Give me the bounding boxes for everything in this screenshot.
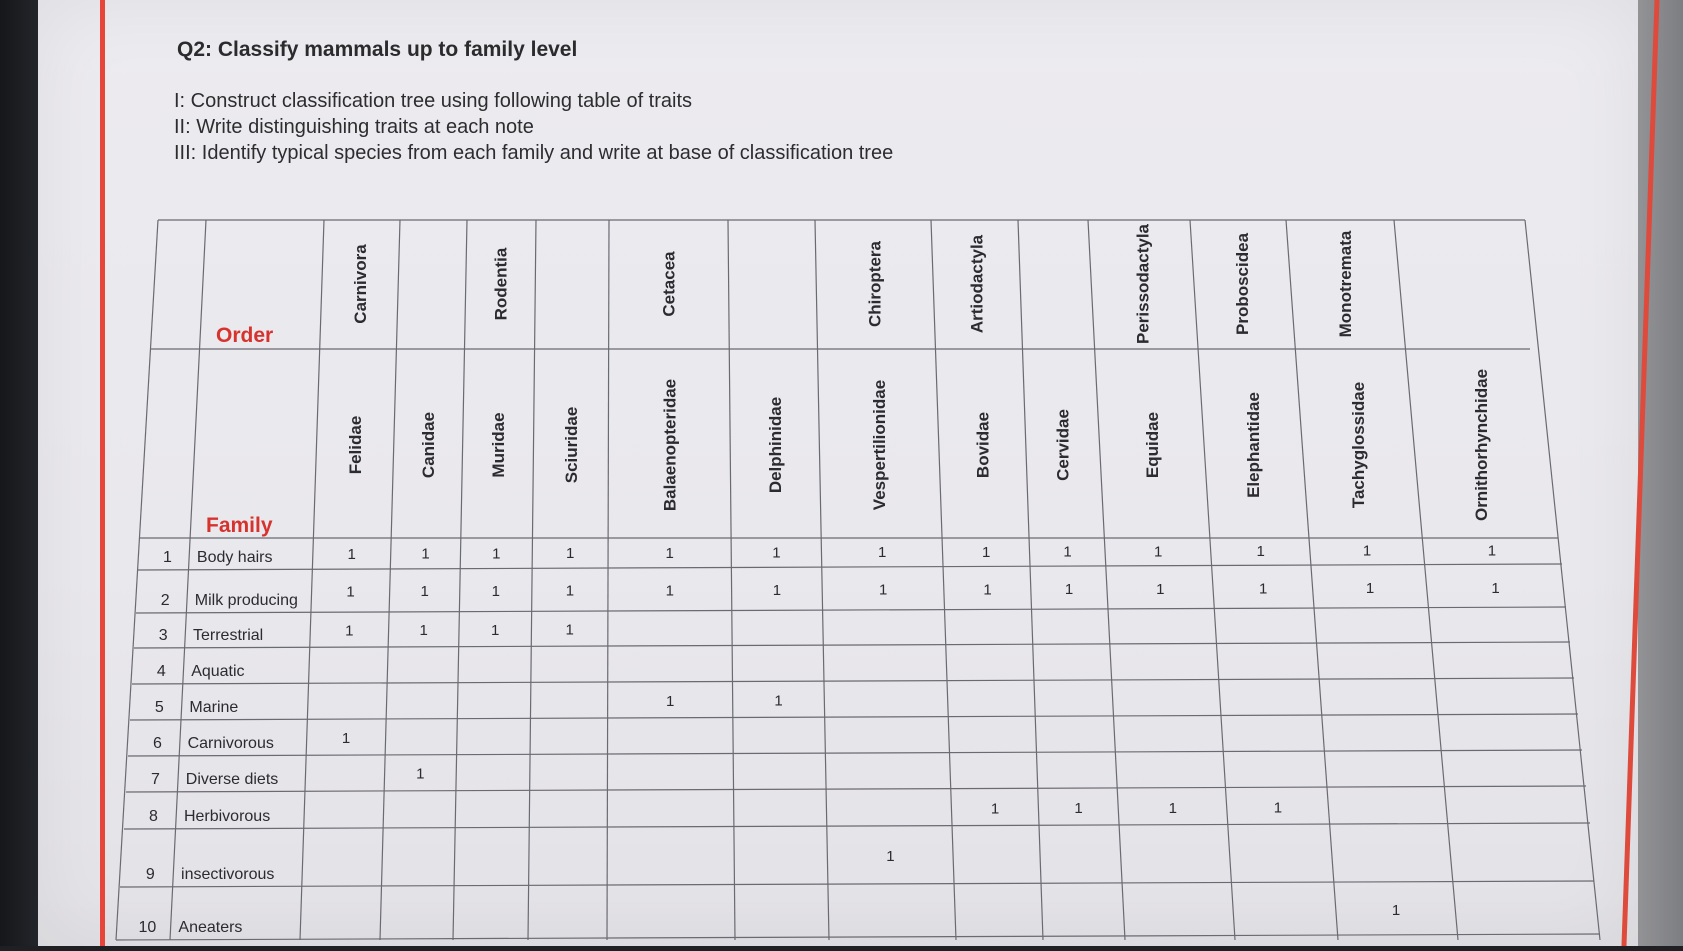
family-label: Felidae (346, 415, 366, 475)
trait-value: 1 (665, 544, 674, 562)
trait-value: 1 (419, 622, 428, 640)
trait-value: 1 (565, 545, 575, 563)
trait-value: 1 (1365, 580, 1375, 598)
row-number: 3 (158, 627, 168, 644)
family-label: Muridae (489, 412, 509, 478)
row-number: 7 (150, 771, 160, 788)
trait-value: 1 (1074, 800, 1083, 818)
table-row (146, 848, 895, 883)
grid-row-line (116, 934, 1600, 940)
trait-value: 1 (1156, 580, 1165, 598)
family-header-label: Family (206, 514, 273, 537)
row-trait-label: insectivorous (181, 866, 275, 883)
grid-row-line (138, 564, 1562, 570)
order-label: Perissodactyla (1133, 223, 1153, 345)
family-label: Equidae (1142, 411, 1162, 479)
trait-value: 1 (1491, 579, 1500, 597)
trait-value: 1 (347, 546, 356, 563)
trait-value: 1 (983, 581, 992, 599)
trait-value: 1 (1168, 799, 1177, 817)
grid-col-line (453, 220, 467, 940)
grid-row-line (120, 881, 1594, 887)
trait-value: 1 (666, 692, 675, 710)
order-label: Chiroptera (865, 241, 885, 327)
trait-value: 1 (878, 581, 888, 599)
row-trait-label: Terrestrial (193, 627, 264, 644)
grid-col-line (1525, 220, 1600, 940)
grid-col-line (931, 220, 956, 940)
row-number: 10 (138, 919, 157, 936)
row-number: 5 (154, 699, 164, 716)
row-trait-label: Carnivorous (187, 735, 274, 752)
table-grid (116, 220, 1600, 940)
row-trait-label: Milk producing (194, 592, 298, 609)
trait-value: 1 (492, 545, 501, 563)
trait-value: 1 (565, 621, 574, 639)
order-label: Rodentia (491, 247, 511, 321)
trait-value: 1 (1362, 542, 1372, 560)
family-label: Elephantidae (1244, 392, 1264, 498)
grid-row-line (130, 714, 1578, 720)
instruction-1: I: Construct classification tree using following table of traits (174, 90, 693, 112)
grid-row-line (124, 823, 1590, 829)
grid-col-line (1391, 220, 1458, 940)
grid-row-line (126, 786, 1586, 792)
trait-value: 1 (886, 848, 895, 866)
family-label: Canidae (419, 411, 439, 479)
row-trait-label: Body hairs (196, 549, 273, 566)
table-row (153, 730, 350, 752)
family-label: Cervidae (1053, 409, 1073, 481)
grid-col-line (728, 220, 735, 940)
trait-value: 1 (491, 582, 500, 600)
trait-value: 1 (421, 545, 430, 563)
row-trait-label: Aneaters (178, 919, 243, 936)
grid-col-line (528, 220, 536, 940)
row-trait-label: Herbivorous (183, 808, 271, 825)
grid-col-line (607, 220, 609, 940)
row-number: 1 (163, 549, 172, 566)
grid-row-line (128, 750, 1582, 756)
question-title: Q2: Classify mammals up to family level (177, 38, 578, 61)
trait-value: 1 (490, 621, 500, 639)
trait-value: 1 (565, 582, 575, 600)
instruction-2: II: Write distinguishing traits at each note (174, 116, 534, 138)
grid-col-line (116, 220, 158, 940)
trait-value: 1 (346, 583, 355, 601)
family-label: Sciuridae (561, 406, 581, 484)
trait-value: 1 (665, 582, 674, 600)
row-trait-label: Marine (189, 699, 239, 716)
table-row (163, 542, 1496, 566)
family-label: Bovidae (973, 411, 993, 479)
row-trait-label: Aquatic (191, 663, 245, 680)
grid-col-line (380, 220, 400, 940)
family-label: Delphinidae (765, 396, 785, 494)
grid-col-line (1286, 220, 1338, 940)
row-number: 2 (160, 592, 170, 609)
trait-value: 1 (772, 544, 781, 562)
trait-value: 1 (420, 583, 429, 601)
order-label: Carnivora (351, 244, 371, 324)
trait-value: 1 (877, 544, 887, 562)
grid-row-line (136, 607, 1566, 613)
trait-value: 1 (982, 543, 991, 561)
family-label: Balaenopteridae (660, 378, 680, 512)
trait-value: 1 (1391, 902, 1401, 920)
row-trait-label: Diverse diets (185, 771, 279, 788)
table-row (139, 902, 1401, 936)
grid-row-line (134, 642, 1570, 648)
family-label: Vespertilionidae (870, 379, 890, 511)
trait-value: 1 (341, 730, 351, 747)
row-number: 4 (156, 663, 166, 680)
table-row (151, 766, 424, 788)
row-number: 6 (152, 735, 162, 752)
grid-col-line (1018, 220, 1043, 940)
trait-value: 1 (1258, 580, 1268, 598)
trait-value: 1 (416, 765, 425, 783)
row-number: 8 (148, 808, 158, 825)
table-row (155, 693, 783, 717)
table-row (149, 800, 1282, 826)
order-label: Proboscidea (1233, 232, 1253, 336)
trait-value: 1 (345, 622, 354, 640)
order-label: Cetacea (659, 251, 679, 317)
trait-value: 1 (1256, 543, 1265, 560)
trait-value: 1 (1487, 542, 1497, 560)
grid-col-line (300, 220, 324, 940)
instruction-3: III: Identify typical species from each family and write at base of classification tree (174, 142, 894, 164)
table-row (157, 663, 245, 680)
trait-value: 1 (772, 582, 782, 599)
order-header-label: Order (216, 324, 274, 347)
trait-value: 1 (1063, 543, 1072, 561)
trait-value: 1 (1273, 799, 1283, 817)
row-number: 9 (145, 866, 155, 883)
family-label: Tachyglossidae (1349, 381, 1369, 509)
table-row (161, 580, 1500, 609)
grid-row-line (132, 678, 1574, 684)
order-label: Artiodactyla (967, 234, 987, 334)
trait-value: 1 (774, 692, 783, 710)
grid-col-line (1190, 220, 1235, 940)
grid-col-line (815, 220, 829, 940)
grid-col-line (170, 220, 206, 940)
grid-col-line (1088, 220, 1125, 940)
trait-value: 1 (1153, 543, 1163, 561)
trait-value: 1 (1064, 581, 1074, 599)
trait-value: 1 (990, 800, 1000, 818)
order-label: Monotremata (1335, 230, 1355, 338)
table-row (159, 622, 574, 644)
family-label: Ornithorhynchidae (1472, 368, 1492, 522)
